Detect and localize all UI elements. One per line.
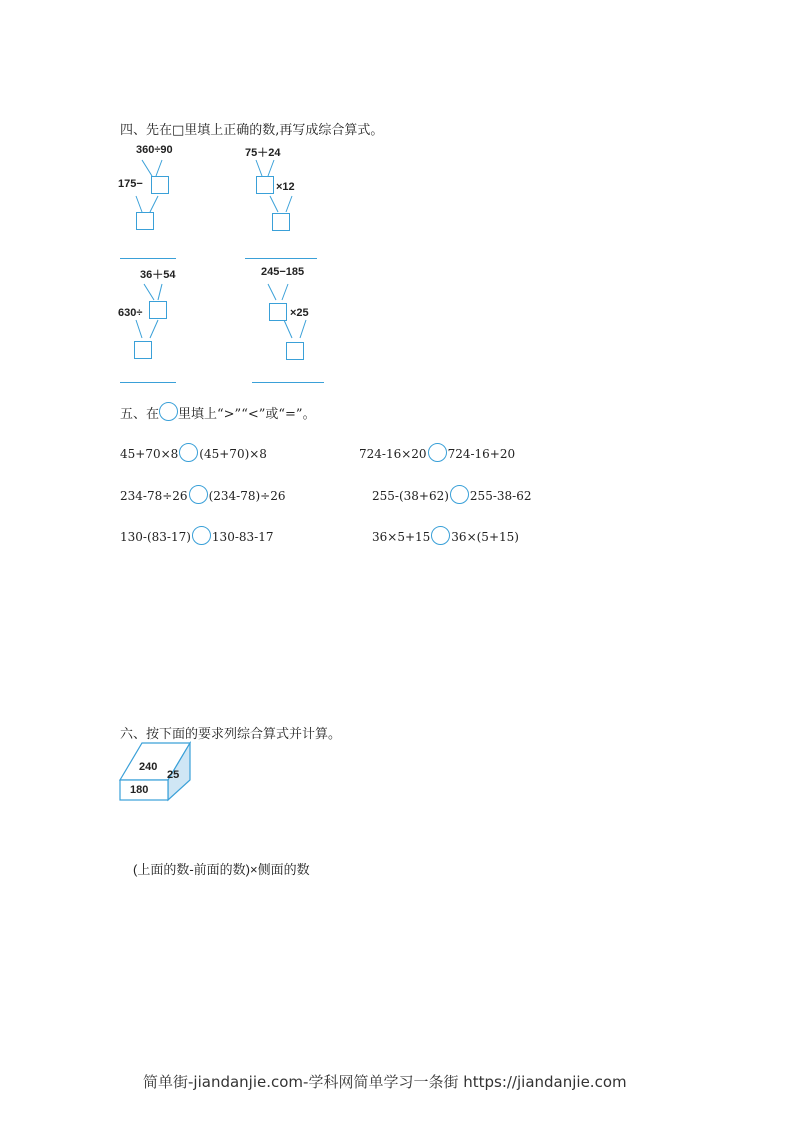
section5-title (120, 402, 316, 422)
tree-3-mid-box[interactable] (149, 301, 167, 319)
cuboid-front-value: 180 (130, 784, 149, 796)
compare-item-1-left: 45+70×8 (120, 447, 179, 461)
compare-item-1-circle[interactable] (179, 443, 198, 462)
compare-item-5-right: 130-83-17 (211, 530, 274, 544)
compare-item-5 (120, 526, 273, 545)
tree-3-top-expr: 36＋54 (140, 269, 176, 281)
compare-item-2-circle[interactable] (428, 443, 447, 462)
compare-item-4-right: 255-38-62 (469, 489, 532, 503)
compare-item-6-left: 36×5+15 (372, 530, 431, 544)
compare-item-2-right: 724-16+20 (447, 447, 516, 461)
compare-item-3 (120, 485, 285, 504)
compare-item-3-right: (234-78)÷26 (208, 489, 286, 503)
tree-1-mid-box[interactable] (151, 176, 169, 194)
compare-item-6-right: 36×(5+15) (451, 530, 519, 544)
tree-1-top-expr: 360÷90 (136, 144, 173, 156)
compare-item-5-circle[interactable] (192, 526, 211, 545)
compare-item-6-circle[interactable] (431, 526, 450, 545)
tree-2-top-expr: 75＋24 (245, 147, 281, 159)
tree-4-top-expr: 245−185 (261, 266, 305, 278)
cuboid-top-value: 240 (139, 761, 158, 773)
compare-item-1-right: (45+70)×8 (199, 447, 267, 461)
compare-item-6 (372, 526, 519, 545)
tree-2-mid-box[interactable] (256, 176, 274, 194)
compare-item-4 (372, 485, 531, 504)
tree-4-right-operand: ×25 (290, 307, 309, 319)
cuboid-side-value: 25 (167, 769, 180, 781)
tree-1-left-operand: 175− (118, 178, 143, 190)
footer-watermark: 简单街-jiandanjie.com-学科网简单学习一条街 https://jiandanjie.com (143, 1073, 627, 1091)
section4-title: 四、先在□里填上正确的数,再写成综合算式。 (120, 123, 384, 138)
section6-title: 六、按下面的要求列综合算式并计算。 (120, 727, 342, 742)
tree-4-bottom-box[interactable] (286, 342, 304, 360)
compare-item-3-left: 234-78÷26 (120, 489, 188, 503)
compare-item-2-left: 724-16×20 (359, 447, 427, 461)
tree-3-left-operand: 630÷ (118, 307, 143, 319)
compare-item-4-left: 255-(38+62) (372, 489, 449, 503)
tree-2-answer-line[interactable] (245, 258, 317, 259)
tree-1-bottom-box[interactable] (136, 212, 154, 230)
tree-4-mid-box[interactable] (269, 303, 287, 321)
compare-item-5-left: 130-(83-17) (120, 530, 191, 544)
section5-title-post: 里填上“>”“<”或“=”。 (178, 407, 316, 422)
compare-item-4-circle[interactable] (450, 485, 469, 504)
compare-item-1 (120, 443, 267, 462)
tree-2-bottom-box[interactable] (272, 213, 290, 231)
compare-item-3-circle[interactable] (189, 485, 208, 504)
requirement-text: (上面的数-前面的数)×侧面的数 (133, 862, 310, 877)
tree-2-right-operand: ×12 (276, 181, 295, 193)
circle-icon (159, 402, 178, 421)
compare-item-2 (359, 443, 515, 462)
tree-4-answer-line[interactable] (252, 382, 324, 383)
section5-title-pre: 五、在 (120, 407, 160, 422)
tree-3-bottom-box[interactable] (134, 341, 152, 359)
tree-1-answer-line[interactable] (120, 258, 176, 259)
tree-3-answer-line[interactable] (120, 382, 176, 383)
